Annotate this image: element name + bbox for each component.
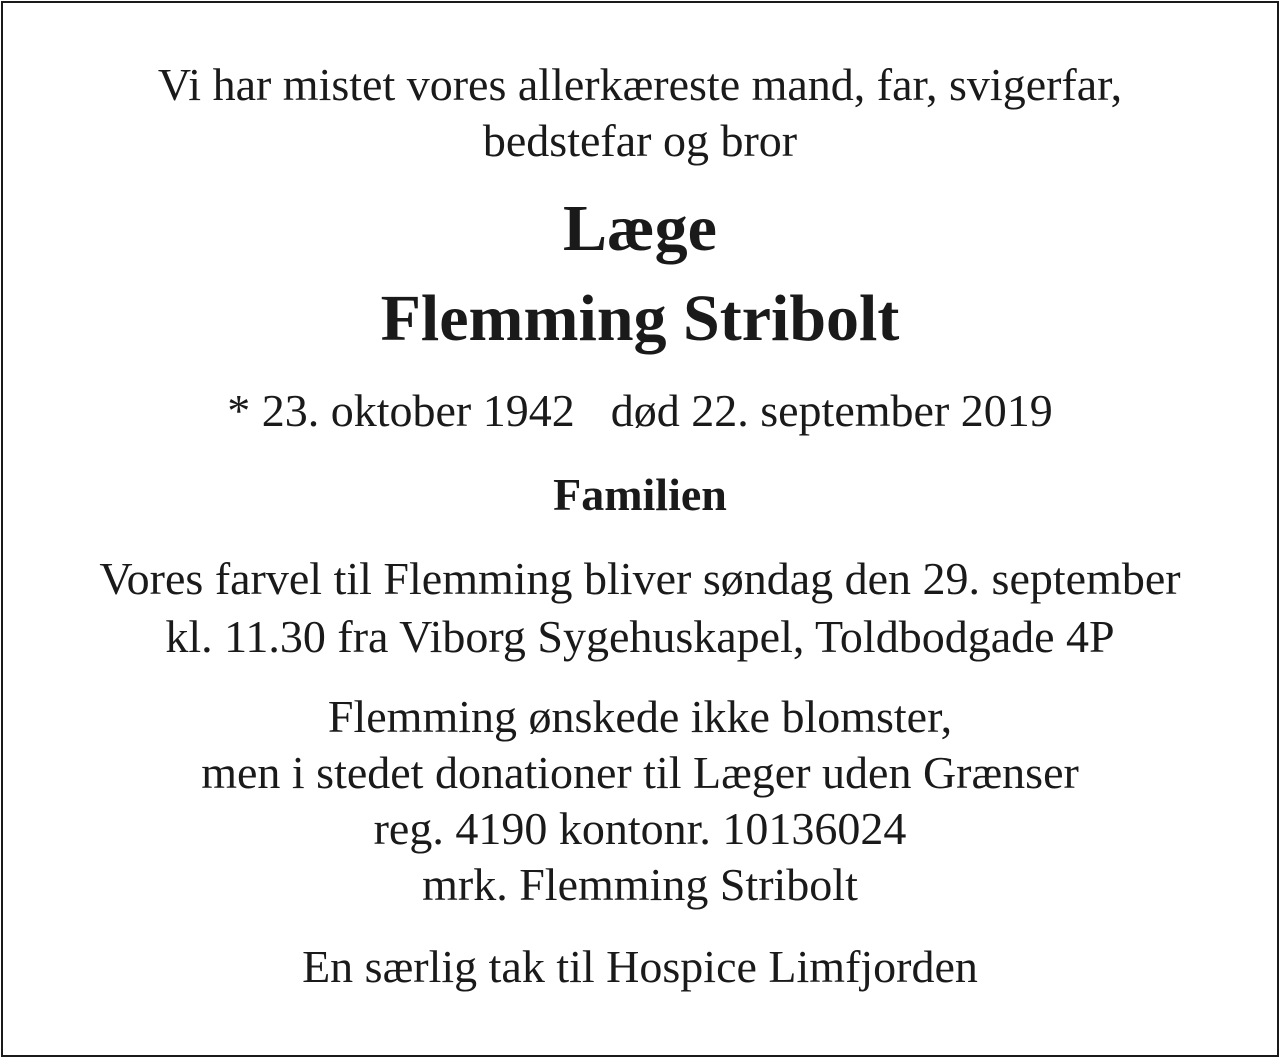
family-signature: Familien — [553, 469, 727, 520]
death-date: død 22. september 2019 — [610, 385, 1053, 436]
deceased-name: Flemming Stribolt — [380, 282, 900, 355]
donation-line-3: reg. 4190 kontonr. 10136024 — [373, 803, 907, 854]
funeral-line-2: kl. 11.30 fra Viborg Sygehuskapel, Toldbodgade 4P — [165, 611, 1115, 662]
deceased-title: Læge — [563, 192, 717, 265]
donation-line-2: men i stedet donationer til Læger uden Grænser — [201, 747, 1079, 798]
funeral-line-1: Vores farvel til Flemming bliver søndag den 29. september — [99, 553, 1181, 604]
thanks-line: En særlig tak til Hospice Limfjorden — [302, 941, 978, 992]
life-dates — [0, 385, 1280, 436]
donation-line-1: Flemming ønskede ikke blomster, — [327, 691, 953, 742]
birth-date: * 23. oktober 1942 — [227, 385, 575, 436]
intro-line-2: bedstefar og bror — [482, 115, 798, 166]
donation-line-4: mrk. Flemming Stribolt — [422, 859, 858, 910]
intro-line-1: Vi har mistet vores allerkæreste mand, far, svigerfar, — [157, 59, 1123, 110]
